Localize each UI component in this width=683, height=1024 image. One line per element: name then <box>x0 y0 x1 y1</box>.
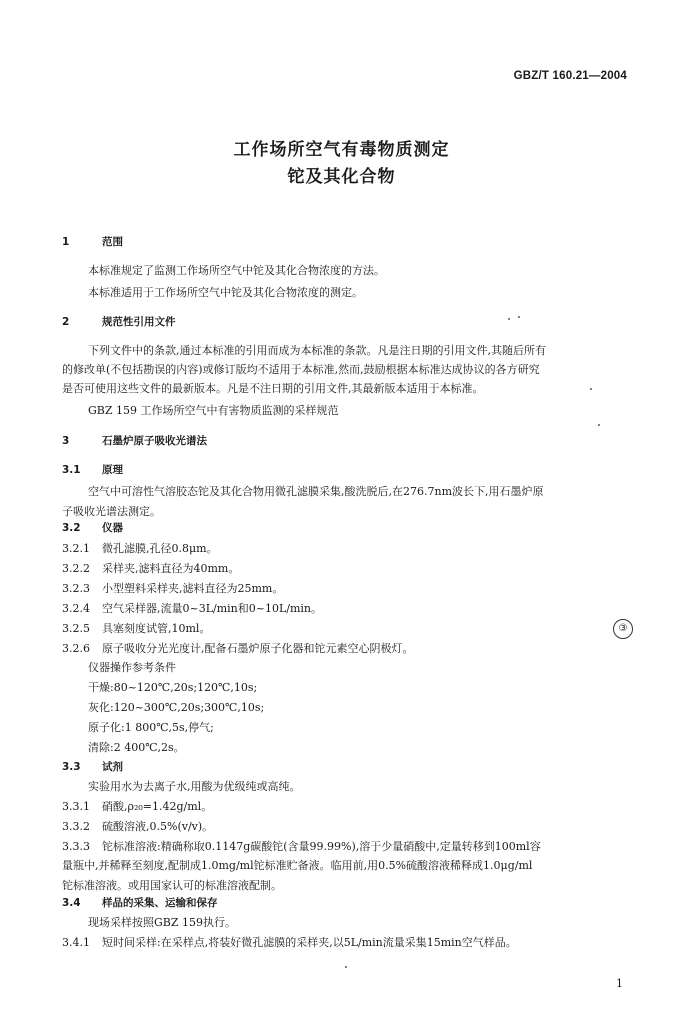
paragraph: 本标准适用于工作场所空气中铊及其化合物浓度的测定。 <box>88 286 363 299</box>
list-item: 3.3.1 硝酸,ρ₂₀=1.42g/ml。 <box>62 800 213 813</box>
subsection-number: 3.1 <box>62 464 81 476</box>
paragraph-line: 下列文件中的条款,通过本标准的引用而成为本标准的条款。凡是注日期的引用文件,其随后所有 <box>88 344 546 357</box>
page-number: 1 <box>616 977 623 990</box>
subsection-3-1-heading <box>62 462 629 478</box>
section-2-heading <box>62 314 629 330</box>
subsection-3-4-heading <box>62 895 629 911</box>
section-number: 1 <box>62 236 70 248</box>
scan-speck <box>590 388 592 390</box>
section-number: 3 <box>62 435 70 447</box>
list-item: 3.4.1 短时间采样:在采样点,将装好微孔滤膜的采样夹,以5L/min流量采集15min空气样品。 <box>62 936 517 949</box>
section-title: 石墨炉原子吸收光谱法 <box>102 435 207 447</box>
section-3-heading <box>62 433 629 449</box>
instrument-condition: 原子化:1 800℃,5s,停气; <box>88 721 214 734</box>
instrument-condition: 清除:2 400℃,2s。 <box>88 741 185 754</box>
subsection-title: 仪器 <box>102 522 123 534</box>
instrument-condition: 干燥:80~120℃,20s;120℃,10s; <box>88 681 258 694</box>
section-number: 2 <box>62 316 70 328</box>
paragraph: 现场采样按照GBZ 159执行。 <box>88 916 237 929</box>
section-title: 规范性引用文件 <box>102 316 176 328</box>
list-item: 3.2.1 微孔滤膜,孔径0.8μm。 <box>62 542 218 555</box>
paragraph-line: 是否可使用这些文件的最新版本。凡是不注日期的引用文件,其最新版本适用于本标准。 <box>62 382 484 395</box>
subsection-3-3-heading <box>62 759 629 775</box>
margin-mark: ③ <box>613 619 633 639</box>
subsection-title: 试剂 <box>102 761 123 773</box>
list-item: 3.3.2 硫酸溶液,0.5%(v/v)。 <box>62 820 214 833</box>
subsection-3-2-heading <box>62 520 629 536</box>
scan-speck <box>598 424 600 426</box>
subsection-number: 3.3 <box>62 761 81 773</box>
paragraph-line: 量瓶中,并稀释至刻度,配制成1.0mg/ml铊标准贮备液。临用前,用0.5%硫酸溶液稀释成1.0μg/ml <box>62 859 533 872</box>
normative-reference: GBZ 159 工作场所空气中有害物质监测的采样规范 <box>88 404 339 417</box>
subsection-number: 3.4 <box>62 897 81 909</box>
list-item: 3.2.2 采样夹,滤料直径为40mm。 <box>62 562 240 575</box>
scan-speck <box>518 316 520 318</box>
subsection-title: 原理 <box>102 464 123 476</box>
scan-speck <box>345 966 347 968</box>
standard-code: GBZ/T 160.21—2004 <box>513 70 627 82</box>
section-1-heading <box>62 234 629 250</box>
list-item: 3.2.4 空气采样器,流量0~3L/min和0~10L/min。 <box>62 602 323 615</box>
paragraph: 本标准规定了监测工作场所空气中铊及其化合物浓度的方法。 <box>88 264 385 277</box>
section-title: 范围 <box>102 236 123 248</box>
paragraph-line: 的修改单(不包括勘误的内容)或修订版均不适用于本标准,然而,鼓励根据本标准达成协议的各方研究 <box>62 363 540 376</box>
subsection-number: 3.2 <box>62 522 81 534</box>
document-title-line1: 工作场所空气有毒物质测定 <box>233 140 450 160</box>
subsection-title: 样品的采集、运输和保存 <box>102 897 218 909</box>
paragraph: 实验用水为去离子水,用酸为优级纯或高纯。 <box>88 780 301 793</box>
paragraph-line: 铊标准溶液。或用国家认可的标准溶液配制。 <box>62 879 282 892</box>
list-item: 3.2.5 具塞刻度试管,10ml。 <box>62 622 211 635</box>
list-item: 3.2.3 小型塑料采样夹,滤料直径为25mm。 <box>62 582 284 595</box>
list-item: 3.2.6 原子吸收分光光度计,配备石墨炉原子化器和铊元素空心阴极灯。 <box>62 642 414 655</box>
list-item: 3.3.3 铊标准溶液:精确称取0.1147g碳酸铊(含量99.99%),溶于少量硝酸中,定量转移到100ml容 <box>62 840 541 853</box>
instrument-conditions-title: 仪器操作参考条件 <box>88 661 176 674</box>
document-title-line2: 铊及其化合物 <box>287 167 396 187</box>
instrument-condition: 灰化:120~300℃,20s;300℃,10s; <box>88 701 265 714</box>
paragraph-line: 空气中可溶性气溶胶态铊及其化合物用微孔滤膜采集,酸洗脱后,在276.7nm波长下,用石墨炉原 <box>88 485 544 498</box>
scan-speck <box>508 318 510 320</box>
paragraph-line: 子吸收光谱法测定。 <box>62 505 161 518</box>
